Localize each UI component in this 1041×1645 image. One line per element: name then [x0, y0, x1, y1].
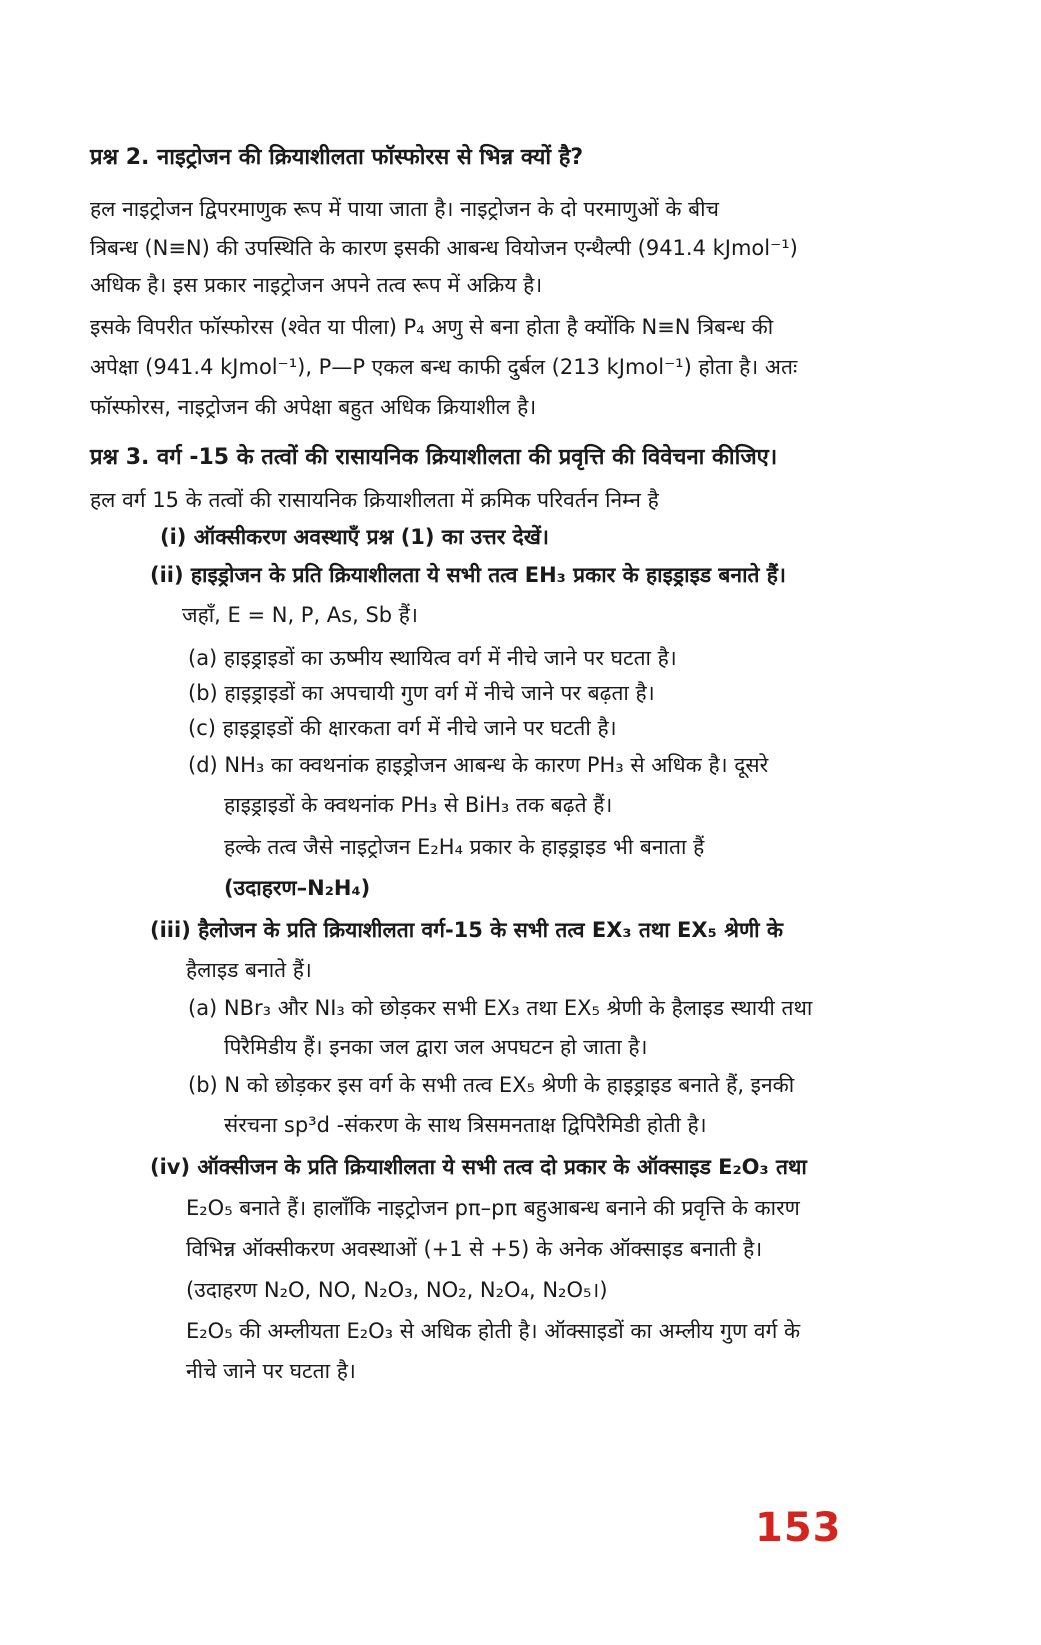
sub-item-a-cont: पिरैमिडीय हैं। इनका जल द्वारा जल अपघटन हो जाता है।	[224, 1035, 648, 1059]
sub-item-a: (a) हाइड्राइडों का ऊष्मीय स्थायित्व वर्ग में नीचे जाने पर घटता है।	[188, 646, 677, 670]
answer-2-line: फॉस्फोरस, नाइट्रोजन की अपेक्षा बहुत अधिक क्रियाशील है।	[90, 395, 537, 419]
page-number: 153	[755, 1505, 842, 1551]
question-3-heading: प्रश्न 3. वर्ग -15 के तत्वों की रासायनिक क्रियाशीलता की प्रवृत्ति की विवेचना कीजिए।	[90, 445, 778, 470]
list-item-iv-cont: E₂O₅ बनाते हैं। हालाँकि नाइट्रोजन pπ–pπ बहुआबन्ध बनाने की प्रवृत्ति के कारण	[186, 1196, 800, 1220]
list-item-iv-cont: नीचे जाने पर घटता है।	[186, 1359, 356, 1383]
list-item-iv-cont: E₂O₅ की अम्लीयता E₂O₃ से अधिक होती है। ऑक्साइडों का अम्लीय गुण वर्ग के	[186, 1319, 801, 1343]
list-item-i: (i) ऑक्सीकरण अवस्थाएँ प्रश्न (1) का उत्तर देखें।	[160, 525, 549, 549]
list-item-iv: (iv) ऑक्सीजन के प्रति क्रियाशीलता ये सभी तत्व दो प्रकार के ऑक्साइड E₂O₃ तथा	[150, 1155, 807, 1179]
sub-item-c: (c) हाइड्राइडों की क्षारकता वर्ग में नीचे जाने पर घटती है।	[188, 716, 617, 740]
answer-2-line: त्रिबन्ध (N≡N) की उपस्थिति के कारण इसकी आबन्ध वियोजन एन्थैल्पी (941.4 kJmol⁻¹)	[90, 236, 798, 260]
sub-item-b-cont: संरचना sp³d -संकरण के साथ त्रिसमनताक्ष द्विपिरैमिडी होती है।	[224, 1113, 707, 1137]
sub-item-a: (a) NBr₃ और NI₃ को छोड़कर सभी EX₃ तथा EX₅ श्रेणी के हैलाइड स्थायी तथा	[188, 996, 813, 1020]
sub-item-b: (b) हाइड्राइडों का अपचायी गुण वर्ग में नीचे जाने पर बढ़ता है।	[188, 681, 655, 705]
answer-2-line: अपेक्षा (941.4 kJmol⁻¹), P—P एकल बन्ध काफी दुर्बल (213 kJmol⁻¹) होता है। अतः	[90, 355, 798, 379]
list-item-ii-cont: जहाँ, E = N, P, As, Sb हैं।	[182, 603, 418, 627]
sub-item-d-cont: हल्के तत्व जैसे नाइट्रोजन E₂H₄ प्रकार के हाइड्राइड भी बनाता हैं	[224, 835, 705, 859]
answer-2-line: अधिक है। इस प्रकार नाइट्रोजन अपने तत्व रूप में अक्रिय है।	[90, 273, 543, 297]
list-item-iv-example: (उदाहरण N₂O, NO, N₂O₃, NO₂, N₂O₄, N₂O₅।)	[186, 1278, 608, 1302]
sub-item-d-example: (उदाहरण–N₂H₄)	[224, 876, 371, 900]
sub-item-d: (d) NH₃ का क्वथनांक हाइड्रोजन आबन्ध के कारण PH₃ से अधिक है। दूसरे	[188, 753, 769, 777]
list-item-iii: (iii) हैलोजन के प्रति क्रियाशीलता वर्ग-15 के सभी तत्व EX₃ तथा EX₅ श्रेणी के	[150, 918, 784, 942]
sub-item-d-cont: हाइड्राइडों के क्वथनांक PH₃ से BiH₃ तक बढ़ते हैं।	[224, 793, 613, 817]
sub-item-b: (b) N को छोड़कर इस वर्ग के सभी तत्व EX₅ श्रेणी के हाइड्राइड बनाते हैं, इनकी	[188, 1073, 795, 1097]
answer-2-line: इसके विपरीत फॉस्फोरस (श्वेत या पीला) P₄ अणु से बना होता है क्योंकि N≡N त्रिबन्ध की	[90, 315, 774, 339]
answer-3-intro: हल वर्ग 15 के तत्वों की रासायनिक क्रियाशीलता में क्रमिक परिवर्तन निम्न है	[90, 488, 659, 512]
list-item-iii-cont: हैलाइड बनाते हैं।	[186, 958, 312, 982]
list-item-ii: (ii) हाइड्रोजन के प्रति क्रियाशीलता ये सभी तत्व EH₃ प्रकार के हाइड्राइड बनाते हैं।	[150, 563, 786, 587]
answer-2-line: हल नाइट्रोजन द्विपरमाणुक रूप में पाया जाता है। नाइट्रोजन के दो परमाणुओं के बीच	[90, 197, 719, 221]
list-item-iv-cont: विभिन्न ऑक्सीकरण अवस्थाओं (+1 से +5) के अनेक ऑक्साइड बनाती है।	[186, 1237, 763, 1261]
question-2-heading: प्रश्न 2. नाइट्रोजन की क्रियाशीलता फॉस्फोरस से भिन्न क्यों है?	[90, 145, 584, 170]
